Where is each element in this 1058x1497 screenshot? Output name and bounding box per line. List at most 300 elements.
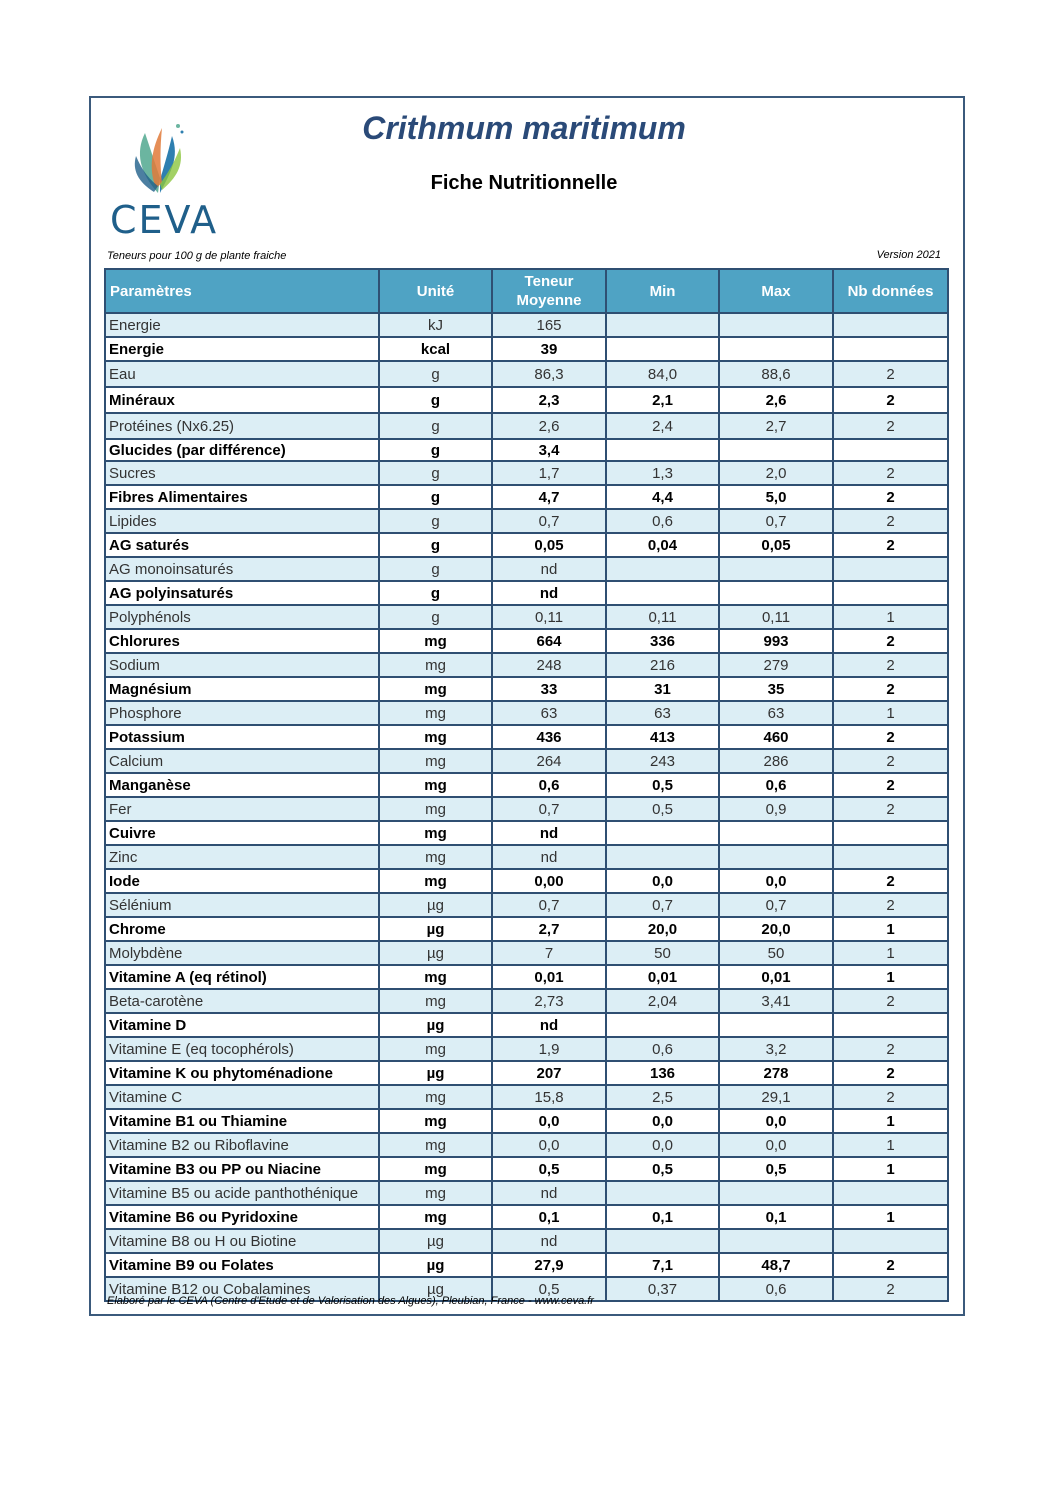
cell-nb: 1 bbox=[833, 701, 948, 725]
cell-max: 0,6 bbox=[719, 773, 833, 797]
table-row bbox=[105, 701, 948, 725]
cell-nb: 1 bbox=[833, 965, 948, 989]
cell-min: 84,0 bbox=[606, 361, 719, 387]
cell-nb: 2 bbox=[833, 989, 948, 1013]
footer-credit: Elaboré par le CEVA (Centre d'Etude et de Valorisation des Algues), Pleubian, France - www.ceva.fr bbox=[107, 1295, 594, 1307]
cell-min bbox=[606, 821, 719, 845]
cell-nb: 2 bbox=[833, 413, 948, 439]
cell-parametre: Vitamine B3 ou PP ou Niacine bbox=[105, 1157, 379, 1181]
cell-parametre: Polyphénols bbox=[105, 605, 379, 629]
cell-teneur: nd bbox=[492, 1013, 606, 1037]
cell-max: 50 bbox=[719, 941, 833, 965]
cell-unite: mg bbox=[379, 677, 492, 701]
cell-teneur: 1,7 bbox=[492, 461, 606, 485]
table-row bbox=[105, 1061, 948, 1085]
cell-nb: 1 bbox=[833, 1205, 948, 1229]
cell-nb: 2 bbox=[833, 1253, 948, 1277]
cell-min: 413 bbox=[606, 725, 719, 749]
cell-min: 2,5 bbox=[606, 1085, 719, 1109]
cell-parametre: Vitamine C bbox=[105, 1085, 379, 1109]
cell-teneur: nd bbox=[492, 557, 606, 581]
cell-nb: 2 bbox=[833, 629, 948, 653]
cell-unite: g bbox=[379, 605, 492, 629]
table-row bbox=[105, 749, 948, 773]
table-row bbox=[105, 1181, 948, 1205]
cell-max: 0,0 bbox=[719, 869, 833, 893]
cell-unite: mg bbox=[379, 965, 492, 989]
cell-unite: µg bbox=[379, 1229, 492, 1253]
cell-nb: 2 bbox=[833, 387, 948, 413]
cell-max bbox=[719, 557, 833, 581]
cell-unite: mg bbox=[379, 1085, 492, 1109]
units-note: Teneurs pour 100 g de plante fraiche bbox=[107, 250, 287, 262]
table-row bbox=[105, 893, 948, 917]
cell-max bbox=[719, 1013, 833, 1037]
cell-teneur: 436 bbox=[492, 725, 606, 749]
cell-teneur: 207 bbox=[492, 1061, 606, 1085]
cell-unite: mg bbox=[379, 869, 492, 893]
cell-min bbox=[606, 1229, 719, 1253]
cell-min: 1,3 bbox=[606, 461, 719, 485]
cell-min: 136 bbox=[606, 1061, 719, 1085]
cell-teneur: nd bbox=[492, 1229, 606, 1253]
cell-unite: µg bbox=[379, 1253, 492, 1277]
cell-parametre: Fibres Alimentaires bbox=[105, 485, 379, 509]
cell-max bbox=[719, 439, 833, 461]
cell-teneur: 0,6 bbox=[492, 773, 606, 797]
cell-teneur: 264 bbox=[492, 749, 606, 773]
cell-teneur: 86,3 bbox=[492, 361, 606, 387]
cell-teneur: 0,7 bbox=[492, 797, 606, 821]
cell-min: 0,6 bbox=[606, 509, 719, 533]
cell-nb: 2 bbox=[833, 653, 948, 677]
table-row bbox=[105, 629, 948, 653]
cell-parametre: Manganèse bbox=[105, 773, 379, 797]
cell-unite: g bbox=[379, 387, 492, 413]
cell-nb: 1 bbox=[833, 917, 948, 941]
cell-max bbox=[719, 313, 833, 337]
cell-max: 29,1 bbox=[719, 1085, 833, 1109]
cell-min: 0,0 bbox=[606, 869, 719, 893]
cell-parametre: Vitamine B1 ou Thiamine bbox=[105, 1109, 379, 1133]
cell-min bbox=[606, 845, 719, 869]
cell-unite: g bbox=[379, 461, 492, 485]
cell-min bbox=[606, 581, 719, 605]
cell-max: 993 bbox=[719, 629, 833, 653]
cell-parametre: Lipides bbox=[105, 509, 379, 533]
cell-nb: 1 bbox=[833, 1109, 948, 1133]
cell-teneur: 39 bbox=[492, 337, 606, 361]
cell-parametre: Zinc bbox=[105, 845, 379, 869]
version-note: Version 2021 bbox=[876, 249, 941, 261]
cell-unite: mg bbox=[379, 773, 492, 797]
page-title: Crithmum maritimum bbox=[362, 110, 686, 146]
cell-min: 0,04 bbox=[606, 533, 719, 557]
cell-nb bbox=[833, 1229, 948, 1253]
cell-max: 286 bbox=[719, 749, 833, 773]
table-row bbox=[105, 509, 948, 533]
cell-min: 7,1 bbox=[606, 1253, 719, 1277]
cell-unite: µg bbox=[379, 1277, 492, 1301]
cell-parametre: Sucres bbox=[105, 461, 379, 485]
cell-parametre: Vitamine E (eq tocophérols) bbox=[105, 1037, 379, 1061]
cell-teneur: 0,05 bbox=[492, 533, 606, 557]
cell-unite: mg bbox=[379, 845, 492, 869]
cell-nb: 1 bbox=[833, 605, 948, 629]
table-row bbox=[105, 313, 948, 337]
cell-max: 63 bbox=[719, 701, 833, 725]
cell-parametre: Beta-carotène bbox=[105, 989, 379, 1013]
table-row bbox=[105, 725, 948, 749]
column-header-nb-donnees: Nb données bbox=[833, 269, 948, 313]
table-row bbox=[105, 1085, 948, 1109]
column-header-unite: Unité bbox=[379, 269, 492, 313]
cell-parametre: Protéines (Nx6.25) bbox=[105, 413, 379, 439]
cell-nb: 2 bbox=[833, 1085, 948, 1109]
cell-min: 0,5 bbox=[606, 1157, 719, 1181]
table-row bbox=[105, 1037, 948, 1061]
cell-nb: 2 bbox=[833, 485, 948, 509]
table-row bbox=[105, 485, 948, 509]
cell-max bbox=[719, 845, 833, 869]
table-row bbox=[105, 797, 948, 821]
cell-max: 88,6 bbox=[719, 361, 833, 387]
table-row bbox=[105, 653, 948, 677]
table-row bbox=[105, 337, 948, 361]
cell-parametre: Molybdène bbox=[105, 941, 379, 965]
table-row bbox=[105, 557, 948, 581]
table-row bbox=[105, 869, 948, 893]
cell-nb: 2 bbox=[833, 869, 948, 893]
cell-min: 243 bbox=[606, 749, 719, 773]
cell-min bbox=[606, 1013, 719, 1037]
cell-nb: 1 bbox=[833, 941, 948, 965]
cell-min bbox=[606, 313, 719, 337]
cell-max: 0,7 bbox=[719, 509, 833, 533]
logo-text: CEVA bbox=[110, 198, 219, 242]
page-subtitle: Fiche Nutritionnelle bbox=[430, 172, 618, 194]
cell-min: 2,04 bbox=[606, 989, 719, 1013]
cell-nb bbox=[833, 581, 948, 605]
cell-teneur: 4,7 bbox=[492, 485, 606, 509]
cell-teneur: 2,3 bbox=[492, 387, 606, 413]
cell-teneur: 0,7 bbox=[492, 893, 606, 917]
cell-min: 0,5 bbox=[606, 773, 719, 797]
cell-parametre: Chlorures bbox=[105, 629, 379, 653]
cell-teneur: 33 bbox=[492, 677, 606, 701]
cell-max: 0,9 bbox=[719, 797, 833, 821]
table-row bbox=[105, 1109, 948, 1133]
cell-unite: g bbox=[379, 361, 492, 387]
cell-nb: 2 bbox=[833, 1037, 948, 1061]
cell-nb: 2 bbox=[833, 749, 948, 773]
cell-nb bbox=[833, 557, 948, 581]
cell-unite: mg bbox=[379, 653, 492, 677]
cell-unite: mg bbox=[379, 629, 492, 653]
cell-parametre: Eau bbox=[105, 361, 379, 387]
table-row bbox=[105, 1253, 948, 1277]
cell-max: 5,0 bbox=[719, 485, 833, 509]
cell-unite: g bbox=[379, 439, 492, 461]
cell-parametre: Vitamine A (eq rétinol) bbox=[105, 965, 379, 989]
table-row bbox=[105, 387, 948, 413]
cell-nb: 2 bbox=[833, 1061, 948, 1085]
cell-parametre: AG polyinsaturés bbox=[105, 581, 379, 605]
cell-unite: mg bbox=[379, 1133, 492, 1157]
table-row bbox=[105, 1157, 948, 1181]
cell-parametre: Minéraux bbox=[105, 387, 379, 413]
cell-teneur: 0,1 bbox=[492, 1205, 606, 1229]
cell-parametre: Fer bbox=[105, 797, 379, 821]
table-row bbox=[105, 965, 948, 989]
cell-unite: mg bbox=[379, 1157, 492, 1181]
nutrition-table bbox=[104, 268, 949, 1302]
cell-min: 0,7 bbox=[606, 893, 719, 917]
cell-min: 0,0 bbox=[606, 1109, 719, 1133]
cell-unite: mg bbox=[379, 1037, 492, 1061]
cell-unite: g bbox=[379, 509, 492, 533]
cell-min: 4,4 bbox=[606, 485, 719, 509]
table-row bbox=[105, 1133, 948, 1157]
cell-nb: 2 bbox=[833, 797, 948, 821]
cell-max: 2,6 bbox=[719, 387, 833, 413]
cell-max: 20,0 bbox=[719, 917, 833, 941]
cell-nb: 2 bbox=[833, 361, 948, 387]
cell-parametre: Chrome bbox=[105, 917, 379, 941]
cell-nb: 2 bbox=[833, 509, 948, 533]
table-row bbox=[105, 1205, 948, 1229]
cell-min: 63 bbox=[606, 701, 719, 725]
table-row bbox=[105, 1229, 948, 1253]
cell-max: 2,0 bbox=[719, 461, 833, 485]
cell-nb bbox=[833, 821, 948, 845]
cell-unite: mg bbox=[379, 1181, 492, 1205]
cell-min: 0,11 bbox=[606, 605, 719, 629]
cell-min: 31 bbox=[606, 677, 719, 701]
cell-unite: g bbox=[379, 557, 492, 581]
cell-max: 0,11 bbox=[719, 605, 833, 629]
seaweed-icon bbox=[110, 118, 210, 198]
cell-teneur: 2,7 bbox=[492, 917, 606, 941]
cell-parametre: Vitamine D bbox=[105, 1013, 379, 1037]
cell-max: 279 bbox=[719, 653, 833, 677]
cell-unite: mg bbox=[379, 1109, 492, 1133]
cell-parametre: Glucides (par différence) bbox=[105, 439, 379, 461]
cell-nb: 2 bbox=[833, 725, 948, 749]
cell-unite: g bbox=[379, 413, 492, 439]
cell-min bbox=[606, 439, 719, 461]
cell-min: 0,6 bbox=[606, 1037, 719, 1061]
cell-parametre: AG saturés bbox=[105, 533, 379, 557]
cell-max: 0,5 bbox=[719, 1157, 833, 1181]
ceva-logo bbox=[110, 118, 219, 242]
cell-min: 336 bbox=[606, 629, 719, 653]
cell-teneur: 3,4 bbox=[492, 439, 606, 461]
cell-nb: 2 bbox=[833, 773, 948, 797]
column-header-min: Min bbox=[606, 269, 719, 313]
cell-min: 0,01 bbox=[606, 965, 719, 989]
cell-parametre: Energie bbox=[105, 337, 379, 361]
cell-teneur: 0,01 bbox=[492, 965, 606, 989]
cell-max: 0,01 bbox=[719, 965, 833, 989]
cell-parametre: Cuivre bbox=[105, 821, 379, 845]
cell-max: 0,1 bbox=[719, 1205, 833, 1229]
cell-parametre: Vitamine B8 ou H ou Biotine bbox=[105, 1229, 379, 1253]
cell-nb: 2 bbox=[833, 461, 948, 485]
cell-parametre: Potassium bbox=[105, 725, 379, 749]
cell-nb: 2 bbox=[833, 893, 948, 917]
cell-min bbox=[606, 557, 719, 581]
cell-unite: mg bbox=[379, 749, 492, 773]
table-row bbox=[105, 677, 948, 701]
cell-max: 278 bbox=[719, 1061, 833, 1085]
cell-max: 460 bbox=[719, 725, 833, 749]
cell-teneur: 0,0 bbox=[492, 1133, 606, 1157]
table-row bbox=[105, 413, 948, 439]
cell-min: 216 bbox=[606, 653, 719, 677]
cell-unite: µg bbox=[379, 1061, 492, 1085]
cell-nb bbox=[833, 313, 948, 337]
cell-unite: µg bbox=[379, 917, 492, 941]
cell-unite: mg bbox=[379, 989, 492, 1013]
cell-nb bbox=[833, 1181, 948, 1205]
cell-min bbox=[606, 337, 719, 361]
table-header-row bbox=[105, 269, 948, 313]
table-row bbox=[105, 773, 948, 797]
cell-teneur: 0,5 bbox=[492, 1157, 606, 1181]
table-row bbox=[105, 917, 948, 941]
cell-teneur: 63 bbox=[492, 701, 606, 725]
cell-min: 50 bbox=[606, 941, 719, 965]
cell-max: 0,6 bbox=[719, 1277, 833, 1301]
cell-unite: mg bbox=[379, 821, 492, 845]
cell-min: 0,0 bbox=[606, 1133, 719, 1157]
cell-unite: g bbox=[379, 485, 492, 509]
cell-parametre: Vitamine B6 ou Pyridoxine bbox=[105, 1205, 379, 1229]
cell-parametre: Iode bbox=[105, 869, 379, 893]
cell-teneur: 0,00 bbox=[492, 869, 606, 893]
cell-unite: mg bbox=[379, 1205, 492, 1229]
cell-parametre: Vitamine B5 ou acide panthothénique bbox=[105, 1181, 379, 1205]
cell-unite: kJ bbox=[379, 313, 492, 337]
cell-min: 0,37 bbox=[606, 1277, 719, 1301]
cell-parametre: Magnésium bbox=[105, 677, 379, 701]
cell-teneur: nd bbox=[492, 581, 606, 605]
cell-parametre: Phosphore bbox=[105, 701, 379, 725]
table-row bbox=[105, 605, 948, 629]
cell-parametre: Sélénium bbox=[105, 893, 379, 917]
cell-parametre: AG monoinsaturés bbox=[105, 557, 379, 581]
cell-nb bbox=[833, 337, 948, 361]
cell-nb: 1 bbox=[833, 1133, 948, 1157]
cell-nb: 2 bbox=[833, 1277, 948, 1301]
cell-max: 2,7 bbox=[719, 413, 833, 439]
cell-max bbox=[719, 337, 833, 361]
cell-teneur: nd bbox=[492, 1181, 606, 1205]
cell-max bbox=[719, 581, 833, 605]
table-row bbox=[105, 439, 948, 461]
cell-max: 0,7 bbox=[719, 893, 833, 917]
table-body bbox=[105, 313, 948, 1301]
cell-teneur: 2,6 bbox=[492, 413, 606, 439]
cell-min: 2,1 bbox=[606, 387, 719, 413]
cell-unite: µg bbox=[379, 941, 492, 965]
cell-parametre: Vitamine B9 ou Folates bbox=[105, 1253, 379, 1277]
cell-max: 0,05 bbox=[719, 533, 833, 557]
cell-unite: g bbox=[379, 581, 492, 605]
cell-min: 20,0 bbox=[606, 917, 719, 941]
cell-min: 0,1 bbox=[606, 1205, 719, 1229]
cell-teneur: 248 bbox=[492, 653, 606, 677]
cell-unite: mg bbox=[379, 725, 492, 749]
cell-unite: g bbox=[379, 533, 492, 557]
table-row bbox=[105, 845, 948, 869]
cell-unite: mg bbox=[379, 797, 492, 821]
cell-nb: 1 bbox=[833, 1157, 948, 1181]
cell-max bbox=[719, 1181, 833, 1205]
cell-max bbox=[719, 821, 833, 845]
cell-max: 0,0 bbox=[719, 1109, 833, 1133]
cell-parametre: Vitamine K ou phytoménadione bbox=[105, 1061, 379, 1085]
column-header-max: Max bbox=[719, 269, 833, 313]
cell-min bbox=[606, 1181, 719, 1205]
cell-unite: kcal bbox=[379, 337, 492, 361]
cell-teneur: 1,9 bbox=[492, 1037, 606, 1061]
column-header-teneur-moyenne: Teneur Moyenne bbox=[492, 269, 606, 313]
cell-teneur: nd bbox=[492, 845, 606, 869]
cell-max bbox=[719, 1229, 833, 1253]
cell-parametre: Calcium bbox=[105, 749, 379, 773]
cell-nb: 2 bbox=[833, 533, 948, 557]
cell-min: 0,5 bbox=[606, 797, 719, 821]
cell-teneur: nd bbox=[492, 821, 606, 845]
cell-unite: mg bbox=[379, 701, 492, 725]
cell-max: 0,0 bbox=[719, 1133, 833, 1157]
cell-teneur: 0,5 bbox=[492, 1277, 606, 1301]
cell-max: 48,7 bbox=[719, 1253, 833, 1277]
cell-teneur: 0,11 bbox=[492, 605, 606, 629]
cell-nb bbox=[833, 1013, 948, 1037]
table-row bbox=[105, 1013, 948, 1037]
column-header-parametres: Paramètres bbox=[105, 269, 379, 313]
cell-teneur: 0,0 bbox=[492, 1109, 606, 1133]
table-row bbox=[105, 989, 948, 1013]
table-row bbox=[105, 941, 948, 965]
cell-parametre: Vitamine B2 ou Riboflavine bbox=[105, 1133, 379, 1157]
cell-min: 2,4 bbox=[606, 413, 719, 439]
cell-teneur: 2,73 bbox=[492, 989, 606, 1013]
table-row bbox=[105, 461, 948, 485]
cell-teneur: 664 bbox=[492, 629, 606, 653]
cell-parametre: Energie bbox=[105, 313, 379, 337]
cell-teneur: 165 bbox=[492, 313, 606, 337]
table-row bbox=[105, 533, 948, 557]
cell-nb bbox=[833, 439, 948, 461]
table-row bbox=[105, 361, 948, 387]
cell-teneur: 0,7 bbox=[492, 509, 606, 533]
cell-max: 3,41 bbox=[719, 989, 833, 1013]
cell-parametre: Sodium bbox=[105, 653, 379, 677]
cell-teneur: 7 bbox=[492, 941, 606, 965]
cell-max: 3,2 bbox=[719, 1037, 833, 1061]
cell-teneur: 27,9 bbox=[492, 1253, 606, 1277]
cell-nb: 2 bbox=[833, 677, 948, 701]
cell-teneur: 15,8 bbox=[492, 1085, 606, 1109]
cell-nb bbox=[833, 845, 948, 869]
table-row bbox=[105, 581, 948, 605]
table-row bbox=[105, 821, 948, 845]
cell-parametre: Vitamine B12 ou Cobalamines bbox=[105, 1277, 379, 1301]
